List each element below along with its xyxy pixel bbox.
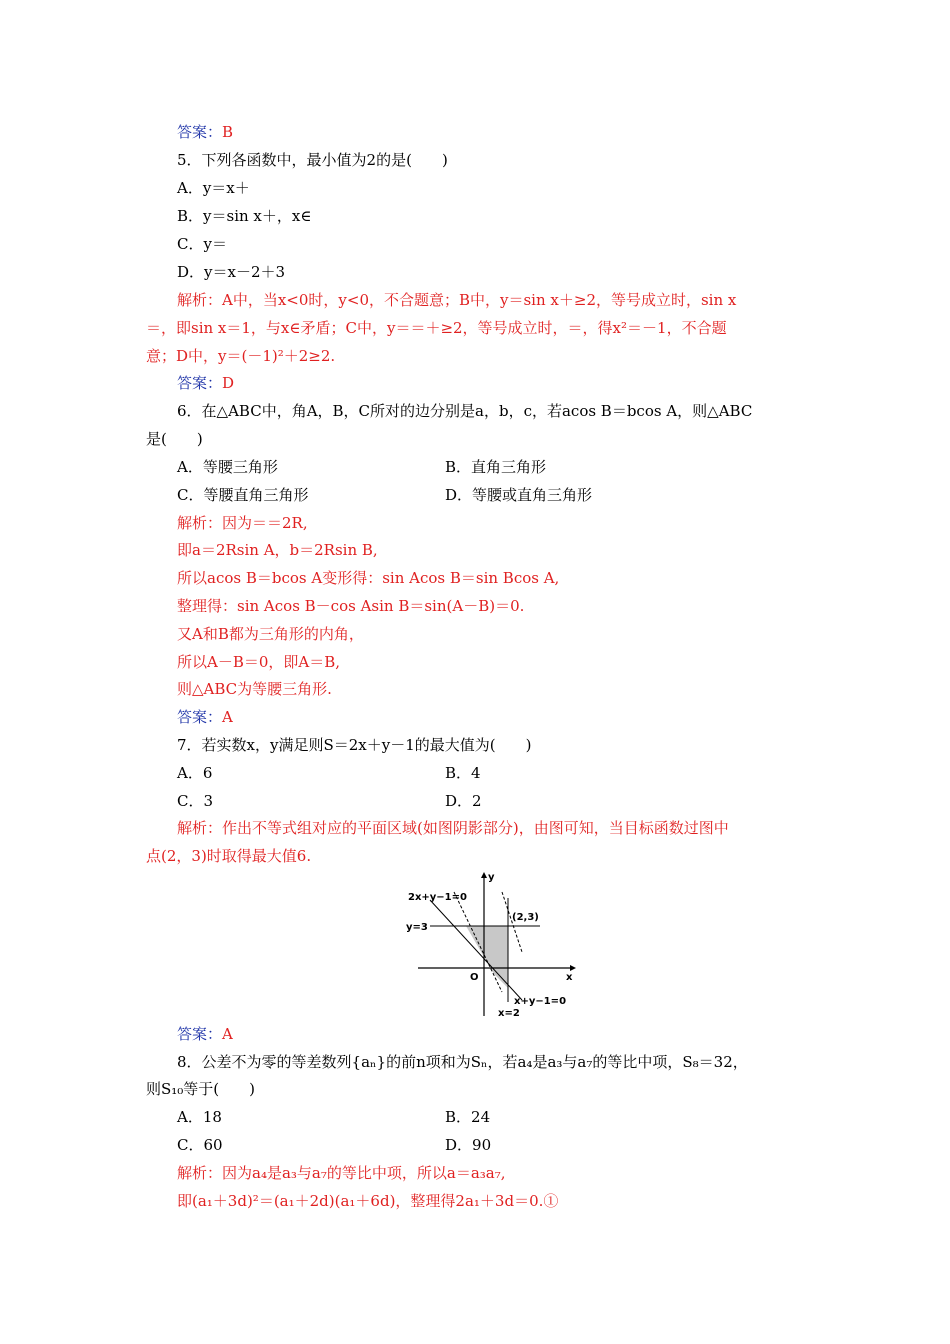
- answer-value: A: [222, 1025, 233, 1043]
- answer-label: [177, 122, 233, 142]
- q7-option-d: D．2: [445, 792, 482, 810]
- label-line1: 2x+y−1=0: [408, 892, 467, 903]
- q6-answer: [177, 707, 233, 727]
- label-y-axis: y: [488, 872, 495, 883]
- answer-value: A: [222, 708, 233, 726]
- question-6-line2: 是( ): [146, 430, 203, 448]
- q8-option-b: B．24: [445, 1108, 491, 1126]
- q6-solution-line6: 所以A－B＝0，即A＝B,: [177, 653, 341, 671]
- label-point: (2,3): [512, 912, 539, 923]
- q8-option-a: A．18: [177, 1108, 222, 1126]
- label-line2: x+y−1=0: [514, 996, 567, 1007]
- y-axis-arrow: [481, 872, 487, 878]
- x-axis-arrow: [570, 965, 576, 971]
- q7-option-b: B．4: [445, 764, 481, 782]
- q5-solution-line1: 解析：A中，当x<0时，y<0，不合题意；B中，y＝sin x＋≥2，等号成立时，sin x: [177, 291, 737, 309]
- q8-solution-line1: 解析：因为a₄是a₃与a₇的等比中项，所以a＝a₃a₇,: [177, 1164, 506, 1182]
- q8-option-c: C．60: [177, 1136, 223, 1154]
- answer-prefix: 答案：: [177, 374, 223, 392]
- question-5: 5．下列各函数中，最小值为2的是( ): [177, 151, 448, 169]
- q6-solution-line5: 又A和B都为三角形的内角，: [177, 625, 364, 643]
- q5-solution-line3: 意；D中，y＝(－1)²＋2≥2.: [146, 347, 336, 365]
- q7-solution-line2: 点(2，3)时取得最大值6.: [146, 847, 312, 865]
- q6-option-d: D．等腰或直角三角形: [445, 486, 593, 504]
- question-8-line2: 则S₁₀等于( ): [146, 1080, 256, 1098]
- feasible-region-figure: [404, 870, 584, 1018]
- q5-option-c: C．y＝: [177, 235, 227, 253]
- q5-option-b: B．y＝sin x＋，x∈: [177, 207, 312, 225]
- label-origin: O: [470, 972, 479, 983]
- q7-solution-line1: 解析：作出不等式组对应的平面区域(如图阴影部分)，由图可知，当目标函数过图中: [177, 819, 729, 837]
- q6-solution-line4: 整理得：sin Acos B－cos Asin B＝sin(A－B)＝0.: [177, 597, 525, 615]
- q5-option-a: A．y＝x＋: [177, 179, 250, 197]
- answer-prefix: 答案：: [177, 123, 223, 141]
- question-6-line1: 6．在△ABC中，角A，B，C所对的边分别是a，b，c，若acos B＝bcos A，则△ABC: [177, 402, 753, 420]
- q6-solution-line7: 则△ABC为等腰三角形.: [177, 680, 332, 698]
- q5-answer: [177, 373, 234, 393]
- q5-solution-line2: ＝，即sin x＝1，与x∈矛盾；C中，y＝＝＋≥2，等号成立时，＝，得x²＝－1，不合题: [146, 319, 727, 337]
- answer-prefix: 答案：: [177, 708, 223, 726]
- q6-solution-line3: 所以acos B＝bcos A变形得：sin Acos B＝sin Bcos A,: [177, 569, 560, 587]
- label-y3: y=3: [406, 922, 428, 933]
- answer-prefix: 答案：: [177, 1025, 223, 1043]
- q6-solution-line1: 解析：因为＝＝2R,: [177, 514, 308, 532]
- q8-option-d: D．90: [445, 1136, 492, 1154]
- q7-option-c: C．3: [177, 792, 214, 810]
- q6-solution-line2: 即a＝2Rsin A，b＝2Rsin B,: [177, 541, 378, 559]
- answer-value: B: [222, 123, 234, 141]
- label-x2: x=2: [498, 1008, 520, 1018]
- q7-answer: [177, 1024, 233, 1044]
- q6-option-b: B．直角三角形: [445, 458, 547, 476]
- q7-option-a: A．6: [177, 764, 213, 782]
- question-7: 7．若实数x，y满足则S＝2x＋y－1的最大值为( ): [177, 736, 532, 754]
- question-8-line1: 8．公差不为零的等差数列{aₙ}的前n项和为Sₙ，若a₄是a₃与a₇的等比中项，S₈＝32，: [177, 1053, 748, 1071]
- q6-option-a: A．等腰三角形: [177, 458, 278, 476]
- q8-solution-line2: 即(a₁＋3d)²＝(a₁＋2d)(a₁＋6d)，整理得2a₁＋3d＝0.①: [177, 1192, 559, 1210]
- q5-option-d: D．y＝x－2＋3: [177, 263, 286, 281]
- answer-value: D: [222, 374, 235, 392]
- label-x-axis: x: [566, 972, 573, 983]
- q6-option-c: C．等腰直角三角形: [177, 486, 309, 504]
